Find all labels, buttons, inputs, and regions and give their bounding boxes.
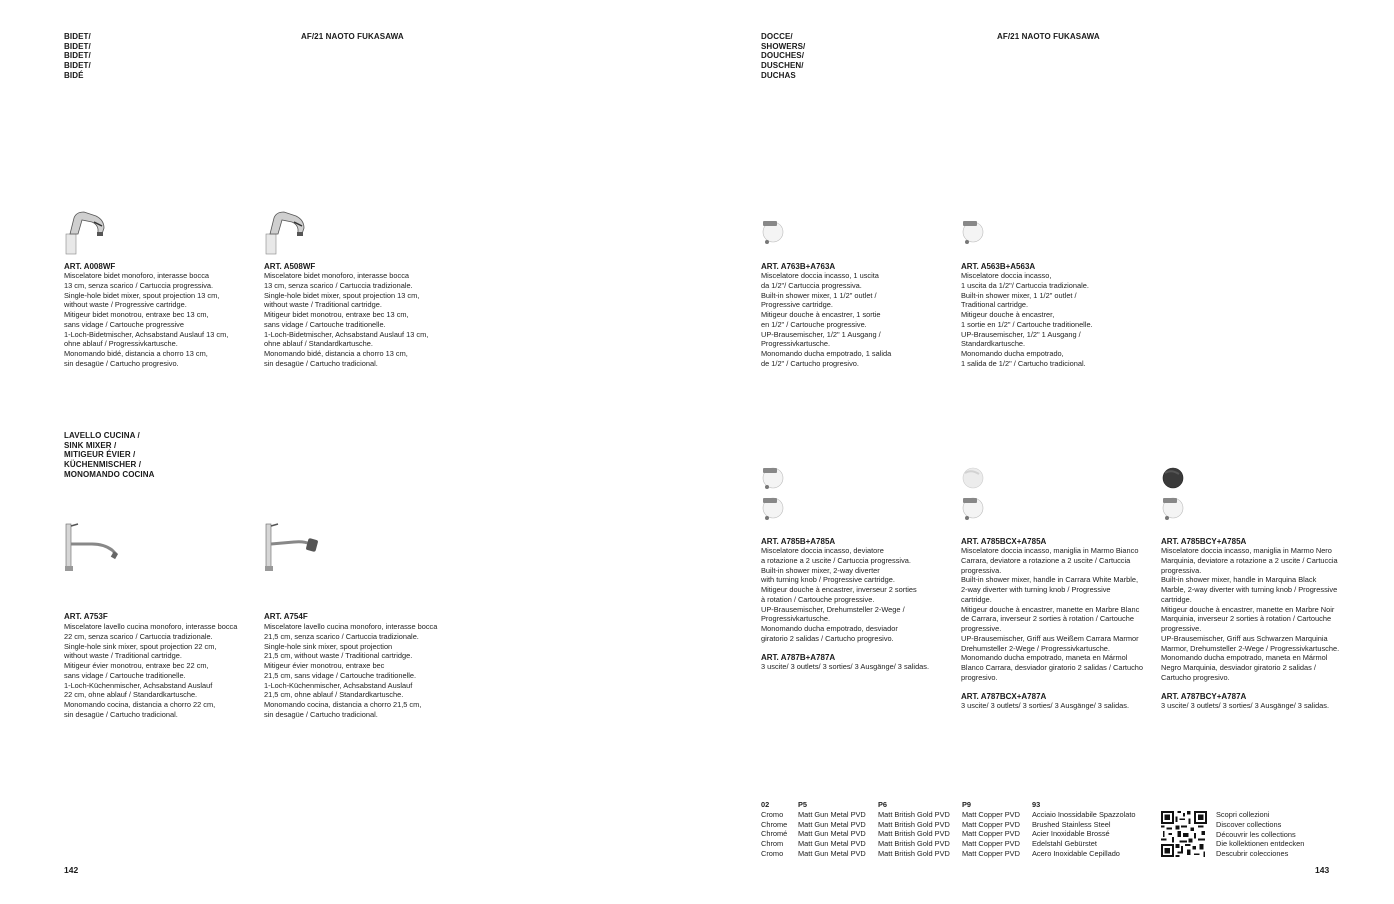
product-art-code: ART. A763B+A763A [761, 262, 836, 271]
finish-name: Chromé [761, 829, 788, 839]
finish-code: P6 [878, 800, 888, 809]
finish-name: Matt British Gold PVD [878, 848, 950, 858]
finish-name: Matt Gun Metal PVD [798, 819, 866, 829]
product-art-code: ART. A785BCY+A785A [1161, 537, 1247, 546]
product-description: Miscelatore doccia incasso, maniglia in Marmo Bianco Carrara, deviatore a rotazione a 2 uscite / Cartuccia progressiva. Built-in shower mixer, handle in Carrara White Marble, 2-way diverter with turning knob / Progressive cartridge. Mitigeur douche à encastrer, manette en Marbre Blanc de Carrara, inverseur 2 sorties à rotation / Cartouche progressive. UP-Brausemischer, Griff aus Weißem Carrara Marmor Drehumsteller 2-Wege / Progressivkartusche. Monomando ducha empotrado, maneta en Mármol Blanco Carrara, desviador giratorio 2 salidas / Cartucho progresivo. [961, 546, 1143, 682]
finish-name: Acier Inoxidable Brossé [1032, 829, 1110, 839]
finish-name: Matt British Gold PVD [878, 809, 950, 819]
qr-caption-line: Découvrir les collections [1216, 829, 1296, 839]
section-title-bidet: BIDET/ BIDET/ BIDET/ BIDET/ BIDÉ [64, 32, 91, 80]
finish-name: Acero Inoxidable Cepillado [1032, 848, 1120, 858]
finish-name: Cromo [761, 809, 784, 819]
finish-column-p9 [962, 800, 1020, 859]
product-outlets: 3 uscite/ 3 outlets/ 3 sorties/ 3 Ausgänge/ 3 salidas. [961, 701, 1130, 710]
finish-name: Matt Copper PVD [962, 829, 1020, 839]
finish-name: Acciaio Inossidabile Spazzolato [1032, 809, 1136, 819]
finish-name: Chrome [761, 819, 788, 829]
brand-label: AF/21 NAOTO FUKASAWA [301, 32, 404, 41]
finish-name: Matt Gun Metal PVD [798, 829, 866, 839]
product-art-code-variant: ART. A787B+A787A [761, 653, 836, 662]
product-description: Miscelatore doccia incasso, 1 uscita da 1/2"/ Cartuccia progressiva. Built-in shower mixer, 1 1/2" outlet / Progressive cartridge. Mitigeur douche à encastrer, 1 sortie en 1/2" / Cartouche progressive. UP-Brausemischer, 1/2" 1 Ausgang / Progressivkartusche. Monomando ducha empotrado, 1 salida de 1/2" / Cartucho progresivo. [761, 271, 892, 368]
brand-label: AF/21 NAOTO FUKASAWA [997, 32, 1100, 41]
bidet-mixer-icon [64, 208, 108, 256]
bidet-mixer-icon [264, 208, 308, 256]
product-outlets: 3 uscite/ 3 outlets/ 3 sorties/ 3 Ausgänge/ 3 salidas. [761, 662, 930, 671]
product-art-code: ART. A008WF [64, 262, 116, 271]
product-description: Miscelatore doccia incasso, deviatore a rotazione a 2 uscite / Cartuccia progressiva. Built-in shower mixer, 2-way diverter with turning knob / Progressive cartridge. Mitigeur douche à encastrer, inverseur 2 sorties à rotation / Cartouche progressive. UP-Brausemischer, Drehumsteller 2-Wege / Progressivkartusche. Monomando ducha empotrado, desviador giratorio 2 salidas / Cartucho progresivo. [761, 546, 917, 643]
finish-name: Matt Copper PVD [962, 839, 1020, 848]
sink-mixer-icon [64, 522, 120, 572]
product-description: Miscelatore bidet monoforo, interasse bocca 13 cm, senza scarico / Cartuccia progressiva. Single-hole bidet mixer, spout projection 13 cm, without waste / Progressive cartridge. Mitigeur bidet monotrou, entraxe bec 13 cm, sans vidage / Cartouche progressive 1-Loch-Bidetmischer, Achsabstand Auslauf 13 cm, ohne ablauf / Progressivkartusche. Monomando bidé, distancia a chorro 13 cm, sin desagüe / Cartucho progresivo. [64, 271, 229, 368]
section-title-sink-mixer: LAVELLO CUCINA / SINK MIXER / MITIGEUR ÉVIER / KÜCHENMISCHER / MONOMANDO COCINA [64, 431, 155, 479]
finish-code: 02 [761, 800, 770, 809]
finish-name: Matt Gun Metal PVD [798, 848, 866, 858]
finish-name: Chrom [761, 839, 784, 848]
product-description: Miscelatore bidet monoforo, interasse bocca 13 cm, senza scarico / Cartuccia tradizionale. Single-hole bidet mixer, spout projection 13 cm, without waste / Traditional cartridge. Mitigeur bidet monotrou, entraxe bec 13 cm, sans vidage / Cartouche traditionelle. 1-Loch-Bidetmischer, Achsabstand Auslauf 13 cm, ohne ablauf / Standardkartusche. Monomando bidé, distancia a chorro 13 cm, sin desagüe / Cartucho tradicional. [264, 271, 429, 368]
pull-out-sink-mixer-icon [264, 522, 320, 572]
finish-column-93 [1032, 800, 1136, 859]
finish-name: Matt British Gold PVD [878, 829, 950, 839]
finish-name: Brushed Stainless Steel [1032, 819, 1111, 829]
finish-name: Edelstahl Gebürstet [1032, 839, 1097, 848]
product-description: Miscelatore lavello cucina monoforo, interasse bocca 22 cm, senza scarico / Cartuccia tradizionale. Single-hole sink mixer, spout projection 22 cm, without waste / Traditional cartridge. Mitigeur évier monotrou, entraxe bec 22 cm, sans vidage / Cartouche traditionelle. 1-Loch-Küchenmischer, Achsabstand Auslauf 22 cm, ohne ablauf / Standardkartusche. Monomando cocina, distancia a chorro 22 cm, sin desagüe / Cartucho tradicional. [64, 622, 238, 719]
finish-name: Matt Copper PVD [962, 809, 1020, 819]
qr-caption-line: Die kollektionen entdecken [1216, 839, 1305, 849]
finish-column-02 [761, 800, 787, 859]
marble-diverter-mixer-icon [961, 465, 985, 523]
qr-caption-line: Scopri collezioni [1216, 810, 1270, 819]
page-number-left: 142 [64, 865, 79, 875]
product-art-code: ART. A563B+A563A [961, 262, 1036, 271]
diverter-shower-mixer-icon [761, 465, 785, 523]
qr-code[interactable] [1161, 811, 1207, 857]
product-outlets: 3 uscite/ 3 outlets/ 3 sorties/ 3 Ausgänge/ 3 salidas. [1161, 701, 1330, 710]
finish-column-p6 [878, 800, 950, 859]
finish-column-p5 [798, 800, 866, 859]
finish-code: P5 [798, 800, 808, 809]
finish-name: Matt British Gold PVD [878, 839, 950, 848]
finish-name: Cromo [761, 848, 784, 858]
product-description: Miscelatore doccia incasso, maniglia in Marmo Nero Marquinia, deviatore a rotazione a 2 uscite / Cartuccia progressiva. Built-in shower mixer, handle in Marquina Black Marble, 2-way diverter with turning knob / Progressive cartridge. Mitigeur douche à encastrer, manette en Marbre Noir Marquinia, inverseur 2 sorties à rotation / Cartouche progressive. UP-Brausemischer, Griff aus Schwarzen Marquinia Marmor, Drehumsteller 2-Wege / Progressivkartusche. Monomando ducha empotrado, maneta en Mármol Negro Marquinia, desviador giratorio 2 salidas / Cartucho progresivo. [1161, 546, 1340, 682]
finish-name: Matt British Gold PVD [878, 819, 950, 829]
product-description: Miscelatore doccia incasso, 1 uscita da 1/2"/ Cartuccia tradizionale. Built-in shower mixer, 1 1/2" outlet / Traditional cartridge. Mitigeur douche à encastrer, 1 sortie en 1/2" / Cartouche traditionelle. UP-Brausemischer, 1/2" 1 Ausgang / Standardkartusche. Monomando ducha empotrado, 1 salida de 1/2" / Cartucho tradicional. [961, 271, 1093, 368]
black-marble-diverter-mixer-icon [1161, 465, 1185, 523]
page-number-right: 143 [1315, 865, 1330, 875]
product-art-code: ART. A785BCX+A785A [961, 537, 1047, 546]
finish-name: Matt Gun Metal PVD [798, 809, 866, 819]
product-description: Miscelatore lavello cucina monoforo, interasse bocca 21,5 cm, senza scarico / Cartuccia tradizionale. Single-hole sink mixer, spout projection 21,5 cm, without waste / Traditional cartridge. Mitigeur évier monotrou, entraxe bec 21,5 cm, sans vidage / Cartouche traditionelle. 1-Loch-Küchenmischer, Achsabstand Auslauf 21,5 cm, ohne ablauf / Standardkartusche. Monomando cocina, distancia a chorro 21,5 cm, sin desagüe / Cartucho tradicional. [264, 622, 438, 719]
finish-code: P9 [962, 800, 972, 809]
product-art-code: ART. A508WF [264, 262, 316, 271]
finish-code: 93 [1032, 800, 1041, 809]
finish-name: Matt Copper PVD [962, 819, 1020, 829]
product-art-code: ART. A785B+A785A [761, 537, 836, 546]
shower-mixer-icon [961, 218, 985, 246]
qr-caption-line: Discover collections [1216, 819, 1282, 829]
finish-name: Matt Gun Metal PVD [798, 839, 866, 848]
product-art-code: ART. A753F [64, 612, 108, 621]
product-art-code: ART. A754F [264, 612, 308, 621]
product-art-code-variant: ART. A787BCY+A787A [1161, 692, 1247, 701]
product-art-code-variant: ART. A787BCX+A787A [961, 692, 1047, 701]
section-title-showers: DOCCE/ SHOWERS/ DOUCHES/ DUSCHEN/ DUCHAS [761, 32, 806, 80]
shower-mixer-icon [761, 218, 785, 246]
qr-caption [1216, 810, 1304, 859]
finish-name: Matt Copper PVD [962, 848, 1020, 858]
qr-caption-line: Descubrir colecciones [1216, 849, 1289, 858]
